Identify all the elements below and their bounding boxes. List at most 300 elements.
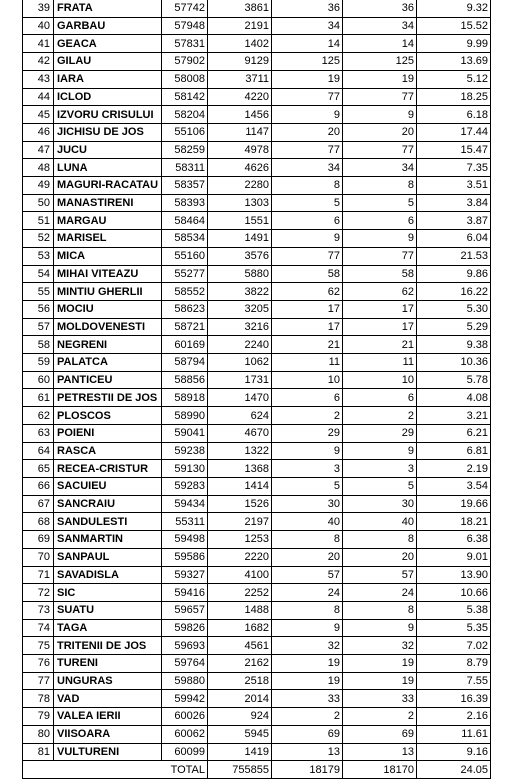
percentage-cell: 18.21	[417, 513, 491, 531]
population-cell: 1470	[208, 389, 272, 407]
locality-name-cell: JICHISU DE JOS	[54, 123, 162, 141]
table-row	[23, 300, 491, 318]
table-row	[23, 407, 491, 425]
row-index-cell: 64	[23, 442, 54, 460]
value-b-cell: 29	[343, 424, 417, 442]
code-cell: 55160	[162, 247, 208, 265]
population-cell: 4100	[208, 566, 272, 584]
table-row	[23, 513, 491, 531]
locality-name-cell: RECEA-CRISTUR	[54, 460, 162, 478]
row-index-cell: 43	[23, 70, 54, 88]
code-cell: 59826	[162, 619, 208, 637]
population-cell: 2518	[208, 672, 272, 690]
population-cell: 3861	[208, 0, 272, 17]
table-row	[23, 88, 491, 106]
code-cell: 58534	[162, 230, 208, 248]
population-cell: 1491	[208, 230, 272, 248]
value-b-cell: 33	[343, 690, 417, 708]
code-cell: 59238	[162, 442, 208, 460]
percentage-cell: 3.87	[417, 212, 491, 230]
code-cell: 60099	[162, 743, 208, 761]
locality-name-cell: LUNA	[54, 159, 162, 177]
percentage-cell: 7.55	[417, 672, 491, 690]
percentage-cell: 6.18	[417, 106, 491, 124]
row-index-cell: 58	[23, 336, 54, 354]
population-cell: 2252	[208, 584, 272, 602]
value-a-cell: 24	[272, 584, 343, 602]
population-cell: 5880	[208, 265, 272, 283]
percentage-cell: 5.30	[417, 300, 491, 318]
value-b-cell: 8	[343, 177, 417, 195]
table-row	[23, 601, 491, 619]
percentage-cell: 13.90	[417, 566, 491, 584]
locality-name-cell: GARBAU	[54, 17, 162, 35]
value-b-cell: 6	[343, 212, 417, 230]
row-index-cell: 40	[23, 17, 54, 35]
value-b-cell: 9	[343, 619, 417, 637]
code-cell: 57948	[162, 17, 208, 35]
value-a-cell: 8	[272, 531, 343, 549]
value-a-cell: 9	[272, 106, 343, 124]
population-cell: 624	[208, 407, 272, 425]
value-a-cell: 9	[272, 442, 343, 460]
population-cell: 1488	[208, 601, 272, 619]
value-b-cell: 17	[343, 300, 417, 318]
table-row	[23, 619, 491, 637]
percentage-cell: 6.04	[417, 230, 491, 248]
population-cell: 3576	[208, 247, 272, 265]
code-cell: 58464	[162, 212, 208, 230]
total-percentage-cell: 24.05	[417, 761, 491, 779]
code-cell: 60026	[162, 708, 208, 726]
value-b-cell: 77	[343, 88, 417, 106]
percentage-cell: 9.99	[417, 35, 491, 53]
percentage-cell: 5.78	[417, 371, 491, 389]
row-index-cell: 69	[23, 531, 54, 549]
row-index-cell: 70	[23, 548, 54, 566]
value-b-cell: 20	[343, 548, 417, 566]
value-b-cell: 32	[343, 637, 417, 655]
population-cell: 2280	[208, 177, 272, 195]
code-cell: 59327	[162, 566, 208, 584]
percentage-cell: 9.32	[417, 0, 491, 17]
table-row	[23, 725, 491, 743]
value-a-cell: 3	[272, 460, 343, 478]
value-b-cell: 125	[343, 53, 417, 71]
locality-name-cell: IARA	[54, 70, 162, 88]
table-row	[23, 106, 491, 124]
locality-name-cell: MOLDOVENESTI	[54, 318, 162, 336]
value-b-cell: 34	[343, 17, 417, 35]
percentage-cell: 11.61	[417, 725, 491, 743]
locality-name-cell: SAVADISLA	[54, 566, 162, 584]
value-a-cell: 13	[272, 743, 343, 761]
code-cell: 58142	[162, 88, 208, 106]
percentage-cell: 6.81	[417, 442, 491, 460]
percentage-cell: 16.22	[417, 283, 491, 301]
code-cell: 59416	[162, 584, 208, 602]
locality-name-cell: TRITENII DE JOS	[54, 637, 162, 655]
population-cell: 1062	[208, 354, 272, 372]
table-row	[23, 548, 491, 566]
population-cell: 1682	[208, 619, 272, 637]
row-index-cell: 49	[23, 177, 54, 195]
percentage-cell: 3.21	[417, 407, 491, 425]
value-b-cell: 9	[343, 106, 417, 124]
row-index-cell: 45	[23, 106, 54, 124]
row-index-cell: 73	[23, 601, 54, 619]
value-b-cell: 58	[343, 265, 417, 283]
value-a-cell: 17	[272, 318, 343, 336]
population-cell: 1147	[208, 123, 272, 141]
table-row	[23, 177, 491, 195]
locality-name-cell: SIC	[54, 584, 162, 602]
locality-name-cell: SANDULESTI	[54, 513, 162, 531]
percentage-cell: 10.36	[417, 354, 491, 372]
percentage-cell: 10.66	[417, 584, 491, 602]
row-index-cell: 72	[23, 584, 54, 602]
value-a-cell: 19	[272, 672, 343, 690]
code-cell: 59586	[162, 548, 208, 566]
value-b-cell: 9	[343, 230, 417, 248]
code-cell: 55277	[162, 265, 208, 283]
percentage-cell: 4.08	[417, 389, 491, 407]
value-a-cell: 29	[272, 424, 343, 442]
percentage-cell: 2.19	[417, 460, 491, 478]
percentage-cell: 8.79	[417, 655, 491, 673]
table-row	[23, 265, 491, 283]
percentage-cell: 6.21	[417, 424, 491, 442]
value-a-cell: 32	[272, 637, 343, 655]
value-b-cell: 20	[343, 123, 417, 141]
percentage-cell: 7.02	[417, 637, 491, 655]
locality-name-cell: SANMARTIN	[54, 531, 162, 549]
table-row	[23, 283, 491, 301]
percentage-cell: 13.69	[417, 53, 491, 71]
value-a-cell: 5	[272, 194, 343, 212]
code-cell: 59041	[162, 424, 208, 442]
locality-name-cell: PALATCA	[54, 354, 162, 372]
table-row	[23, 354, 491, 372]
table-row	[23, 566, 491, 584]
population-cell: 2191	[208, 17, 272, 35]
code-cell: 59693	[162, 637, 208, 655]
code-cell: 59764	[162, 655, 208, 673]
percentage-cell: 9.01	[417, 548, 491, 566]
row-index-cell: 81	[23, 743, 54, 761]
row-index-cell: 68	[23, 513, 54, 531]
value-a-cell: 36	[272, 0, 343, 17]
code-cell: 57902	[162, 53, 208, 71]
value-a-cell: 40	[272, 513, 343, 531]
row-index-cell: 46	[23, 123, 54, 141]
value-a-cell: 77	[272, 88, 343, 106]
row-index-cell: 42	[23, 53, 54, 71]
percentage-cell: 18.25	[417, 88, 491, 106]
value-a-cell: 30	[272, 495, 343, 513]
population-cell: 4220	[208, 88, 272, 106]
value-b-cell: 10	[343, 371, 417, 389]
row-index-cell: 79	[23, 708, 54, 726]
table-row	[23, 194, 491, 212]
population-cell: 2014	[208, 690, 272, 708]
code-cell: 58357	[162, 177, 208, 195]
spreadsheet	[22, 0, 491, 779]
locality-name-cell: RASCA	[54, 442, 162, 460]
table-row	[23, 318, 491, 336]
population-cell: 2240	[208, 336, 272, 354]
value-b-cell: 14	[343, 35, 417, 53]
row-index-cell: 39	[23, 0, 54, 17]
percentage-cell: 6.38	[417, 531, 491, 549]
locality-name-cell: PLOSCOS	[54, 407, 162, 425]
row-index-cell: 74	[23, 619, 54, 637]
data-table	[22, 0, 491, 779]
locality-name-cell: SANPAUL	[54, 548, 162, 566]
population-cell: 1419	[208, 743, 272, 761]
population-cell: 5945	[208, 725, 272, 743]
value-a-cell: 6	[272, 389, 343, 407]
population-cell: 4561	[208, 637, 272, 655]
table-row	[23, 141, 491, 159]
row-index-cell: 76	[23, 655, 54, 673]
table-body	[23, 0, 491, 778]
value-b-cell: 21	[343, 336, 417, 354]
value-b-cell: 5	[343, 194, 417, 212]
population-cell: 2197	[208, 513, 272, 531]
row-index-cell: 55	[23, 283, 54, 301]
percentage-cell: 17.44	[417, 123, 491, 141]
value-a-cell: 19	[272, 655, 343, 673]
code-cell: 58721	[162, 318, 208, 336]
locality-name-cell: SACUIEU	[54, 477, 162, 495]
percentage-cell: 15.52	[417, 17, 491, 35]
value-a-cell: 62	[272, 283, 343, 301]
locality-name-cell: SUATU	[54, 601, 162, 619]
population-cell: 1551	[208, 212, 272, 230]
code-cell: 55311	[162, 513, 208, 531]
value-b-cell: 40	[343, 513, 417, 531]
code-cell: 59283	[162, 477, 208, 495]
value-a-cell: 10	[272, 371, 343, 389]
table-row	[23, 495, 491, 513]
value-a-cell: 21	[272, 336, 343, 354]
percentage-cell: 9.16	[417, 743, 491, 761]
population-cell: 2220	[208, 548, 272, 566]
population-cell: 3205	[208, 300, 272, 318]
population-cell: 1322	[208, 442, 272, 460]
code-cell: 58259	[162, 141, 208, 159]
row-index-cell: 63	[23, 424, 54, 442]
locality-name-cell: MOCIU	[54, 300, 162, 318]
value-a-cell: 8	[272, 601, 343, 619]
percentage-cell: 5.29	[417, 318, 491, 336]
percentage-cell: 5.38	[417, 601, 491, 619]
population-cell: 4626	[208, 159, 272, 177]
value-b-cell: 11	[343, 354, 417, 372]
locality-name-cell: FRATA	[54, 0, 162, 17]
percentage-cell: 7.35	[417, 159, 491, 177]
population-cell: 3822	[208, 283, 272, 301]
value-b-cell: 62	[343, 283, 417, 301]
locality-name-cell: PETRESTII DE JOS	[54, 389, 162, 407]
table-row	[23, 371, 491, 389]
value-a-cell: 57	[272, 566, 343, 584]
value-a-cell: 77	[272, 247, 343, 265]
value-b-cell: 5	[343, 477, 417, 495]
population-cell: 1414	[208, 477, 272, 495]
population-cell: 1253	[208, 531, 272, 549]
code-cell: 59657	[162, 601, 208, 619]
table-row	[23, 389, 491, 407]
table-row	[23, 17, 491, 35]
value-a-cell: 20	[272, 548, 343, 566]
row-index-cell: 41	[23, 35, 54, 53]
population-cell: 3216	[208, 318, 272, 336]
value-b-cell: 3	[343, 460, 417, 478]
locality-name-cell: MANASTIRENI	[54, 194, 162, 212]
table-row	[23, 672, 491, 690]
locality-name-cell: MARGAU	[54, 212, 162, 230]
value-a-cell: 5	[272, 477, 343, 495]
value-b-cell: 19	[343, 655, 417, 673]
locality-name-cell: MAGURI-RACATAU	[54, 177, 162, 195]
value-a-cell: 11	[272, 354, 343, 372]
locality-name-cell: VAD	[54, 690, 162, 708]
code-cell: 59498	[162, 531, 208, 549]
table-row	[23, 159, 491, 177]
percentage-cell: 5.12	[417, 70, 491, 88]
locality-name-cell: TURENI	[54, 655, 162, 673]
row-index-cell: 65	[23, 460, 54, 478]
value-b-cell: 30	[343, 495, 417, 513]
value-a-cell: 77	[272, 141, 343, 159]
value-a-cell: 69	[272, 725, 343, 743]
table-row	[23, 424, 491, 442]
row-index-cell: 60	[23, 371, 54, 389]
row-index-cell: 48	[23, 159, 54, 177]
table-row	[23, 247, 491, 265]
code-cell: 59434	[162, 495, 208, 513]
locality-name-cell: SANCRAIU	[54, 495, 162, 513]
value-b-cell: 57	[343, 566, 417, 584]
value-b-cell: 19	[343, 70, 417, 88]
row-index-cell: 71	[23, 566, 54, 584]
population-cell: 1731	[208, 371, 272, 389]
row-index-cell: 56	[23, 300, 54, 318]
row-index-cell: 51	[23, 212, 54, 230]
row-index-cell: 47	[23, 141, 54, 159]
value-a-cell: 6	[272, 212, 343, 230]
value-b-cell: 9	[343, 442, 417, 460]
percentage-cell: 15.47	[417, 141, 491, 159]
locality-name-cell: VALEA IERII	[54, 708, 162, 726]
population-cell: 4670	[208, 424, 272, 442]
value-a-cell: 9	[272, 230, 343, 248]
value-a-cell: 17	[272, 300, 343, 318]
row-index-cell: 61	[23, 389, 54, 407]
table-row	[23, 70, 491, 88]
value-a-cell: 14	[272, 35, 343, 53]
value-a-cell: 8	[272, 177, 343, 195]
table-row	[23, 477, 491, 495]
value-a-cell: 58	[272, 265, 343, 283]
locality-name-cell: POIENI	[54, 424, 162, 442]
value-a-cell: 33	[272, 690, 343, 708]
value-b-cell: 8	[343, 531, 417, 549]
locality-name-cell: UNGURAS	[54, 672, 162, 690]
row-index-cell: 53	[23, 247, 54, 265]
code-cell: 57831	[162, 35, 208, 53]
value-a-cell: 34	[272, 159, 343, 177]
code-cell: 59942	[162, 690, 208, 708]
table-row	[23, 690, 491, 708]
locality-name-cell: GILAU	[54, 53, 162, 71]
percentage-cell: 3.84	[417, 194, 491, 212]
population-cell: 1368	[208, 460, 272, 478]
locality-name-cell: VULTURENI	[54, 743, 162, 761]
locality-name-cell: ICLOD	[54, 88, 162, 106]
value-b-cell: 17	[343, 318, 417, 336]
locality-name-cell: IZVORU CRISULUI	[54, 106, 162, 124]
population-cell: 1303	[208, 194, 272, 212]
value-a-cell: 125	[272, 53, 343, 71]
locality-name-cell: MIHAI VITEAZU	[54, 265, 162, 283]
value-b-cell: 36	[343, 0, 417, 17]
value-b-cell: 8	[343, 601, 417, 619]
row-index-cell: 78	[23, 690, 54, 708]
code-cell: 59130	[162, 460, 208, 478]
row-index-cell: 66	[23, 477, 54, 495]
population-cell: 9129	[208, 53, 272, 71]
population-cell: 924	[208, 708, 272, 726]
code-cell: 58623	[162, 300, 208, 318]
locality-name-cell: NEGRENI	[54, 336, 162, 354]
row-index-cell: 62	[23, 407, 54, 425]
value-b-cell: 2	[343, 407, 417, 425]
code-cell: 58204	[162, 106, 208, 124]
value-b-cell: 77	[343, 141, 417, 159]
table-row	[23, 584, 491, 602]
table-row	[23, 655, 491, 673]
row-index-cell: 54	[23, 265, 54, 283]
total-value-b-cell: 18170	[343, 761, 417, 779]
population-cell: 2162	[208, 655, 272, 673]
value-b-cell: 77	[343, 247, 417, 265]
row-index-cell: 59	[23, 354, 54, 372]
table-row	[23, 123, 491, 141]
total-label: TOTAL	[23, 761, 208, 779]
table-row	[23, 637, 491, 655]
code-cell: 58990	[162, 407, 208, 425]
locality-name-cell: MARISEL	[54, 230, 162, 248]
table-row	[23, 0, 491, 17]
code-cell: 59880	[162, 672, 208, 690]
value-a-cell: 2	[272, 708, 343, 726]
percentage-cell: 3.51	[417, 177, 491, 195]
code-cell: 58311	[162, 159, 208, 177]
code-cell: 55106	[162, 123, 208, 141]
table-row	[23, 230, 491, 248]
value-a-cell: 2	[272, 407, 343, 425]
row-index-cell: 75	[23, 637, 54, 655]
percentage-cell: 21.53	[417, 247, 491, 265]
row-index-cell: 50	[23, 194, 54, 212]
table-row	[23, 336, 491, 354]
row-index-cell: 44	[23, 88, 54, 106]
code-cell: 58393	[162, 194, 208, 212]
percentage-cell: 9.86	[417, 265, 491, 283]
